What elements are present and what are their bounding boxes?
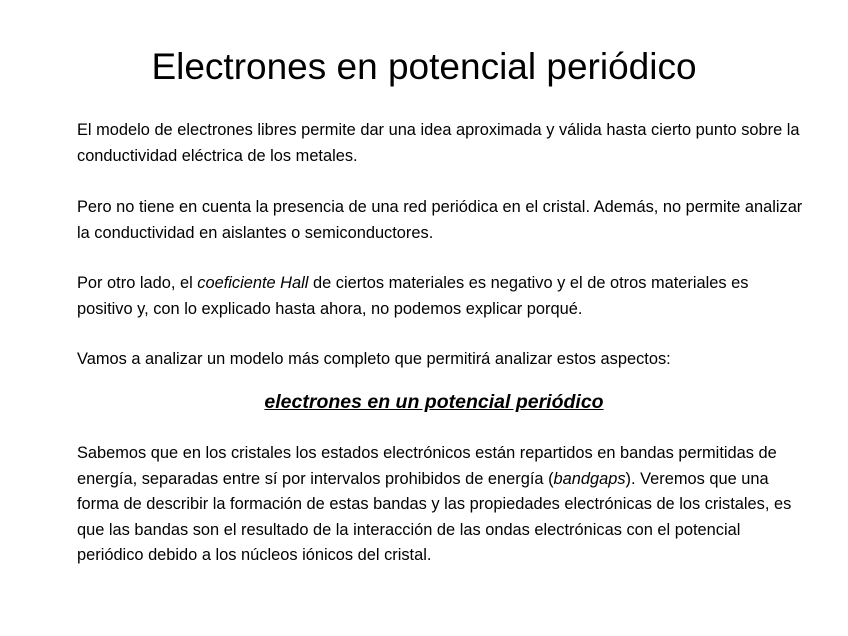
paragraph-energy-bands — [77, 441, 807, 569]
subheading: electrones en un potencial periódico — [264, 391, 604, 413]
text-segment: ). Veremos que una forma de describir la formación de estas bandas y las propiedades electrónicas de los cristales, es que las bandas son el resultado de la interacción de las ondas electrónicas con el potencial periódico debido a los núcleos iónicos del cristal. — [77, 469, 792, 564]
slide-title: Electrones en potencial periódico — [151, 46, 697, 87]
text-segment: de ciertos materiales es negativo y el de otros materiales es positivo y, con lo explicado hasta ahora, no podemos explicar porqué. — [77, 274, 749, 318]
italic-term-bandgaps: bandgaps — [553, 469, 626, 488]
text-segment: Sabemos que en los cristales los estados electrónicos están repartidos en bandas permitidas de energía, separadas entre sí por intervalos prohibidos de energía ( — [77, 444, 777, 488]
paragraph-new-model: Vamos a analizar un modelo más completo que permitirá analizar estos aspectos: — [77, 350, 671, 368]
paragraph-periodic-lattice: Pero no tiene en cuenta la presencia de una red periódica en el cristal. Además, no permite analizar la conductividad en aislantes o semiconductores. — [77, 198, 803, 242]
paragraph-free-electron-model: El modelo de electrones libres permite dar una idea aproximada y válida hasta cierto punto sobre la conductividad eléctrica de los metales. — [77, 121, 800, 165]
paragraph-hall-coefficient — [77, 271, 807, 322]
text-segment: Por otro lado, el — [77, 274, 198, 292]
italic-term-hall: coeficiente Hall — [197, 274, 309, 292]
